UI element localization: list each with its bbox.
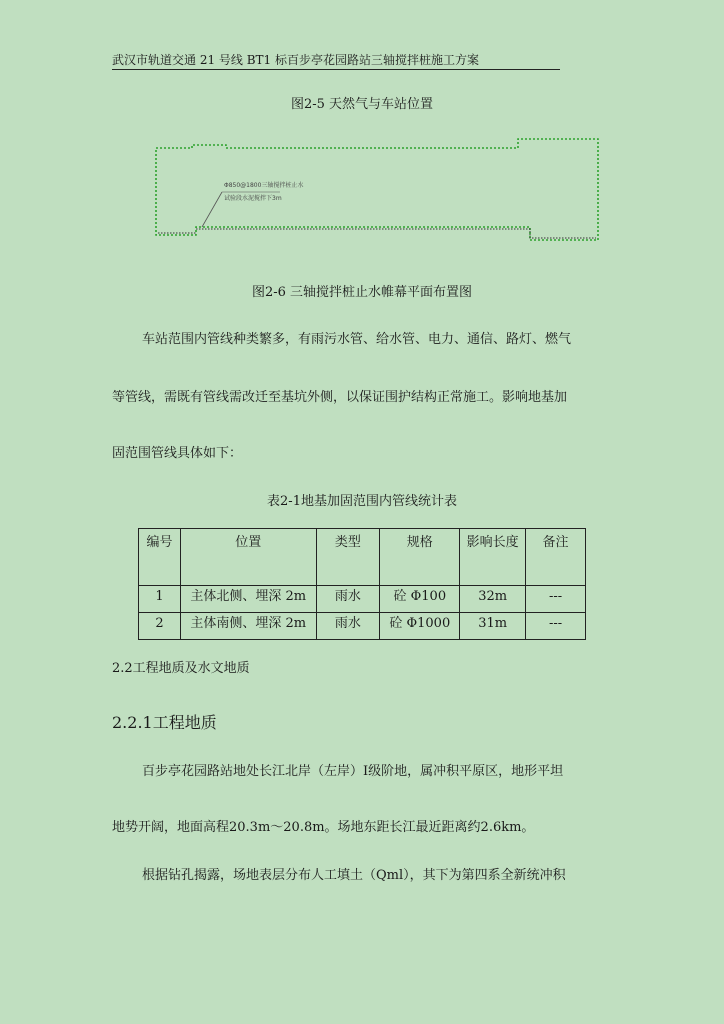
- figure-2-5-caption: 图2-5 天然气与车站位置: [290, 97, 434, 112]
- table-cell: 32m: [460, 586, 526, 613]
- paragraph-1-line-2: 等管线，需既有管线需改迁至基坑外侧，以保证围护结构正常施工。影响地基加: [112, 390, 568, 405]
- pile-line-bottom: [196, 229, 596, 238]
- table-cell: ---: [526, 613, 586, 640]
- table-cell: 1: [139, 586, 181, 613]
- header-cell-location: 位置: [180, 529, 316, 586]
- table-cell: 31m: [460, 613, 526, 640]
- header-cell-spec: 规格: [380, 529, 460, 586]
- header-cell-length: 影响长度: [460, 529, 526, 586]
- paragraph-2-line-2: 地势开阔，地面高程20.3m～20.8m。场地东距长江最近距离约2.6km。: [112, 820, 535, 835]
- table-cell: 砼 Φ100: [380, 586, 460, 613]
- paragraph-3-line-1: 根据钻孔揭露，场地表层分布人工填土（Qml），其下为第四系全新统冲积: [142, 868, 566, 883]
- table-cell: 2: [139, 613, 181, 640]
- header-cell-remark: 备注: [526, 529, 586, 586]
- cutoff-wall-outline: [156, 139, 598, 240]
- paragraph-1-line-1: 车站范围内管线种类繁多，有雨污水管、给水管、电力、通信、路灯、燃气: [142, 332, 572, 347]
- pipeline-table: [138, 528, 586, 640]
- figure-2-6-caption: 图2-6 三轴搅拌桩止水帷幕平面布置图: [251, 285, 473, 300]
- table-cell: 主体北侧、埋深 2m: [180, 586, 316, 613]
- figure-2-6-plan-drawing: [150, 130, 606, 250]
- table-cell: 雨水: [316, 613, 380, 640]
- table-cell: 雨水: [316, 586, 380, 613]
- figure-annotation-line2: 试验段水泥搅拌下3m: [224, 195, 282, 202]
- paragraph-2-line-1: 百步亭花园路站地处长江北岸（左岸）Ⅰ级阶地，属冲积平原区，地形平坦: [142, 764, 564, 779]
- figure-annotation-line1: Φ850@1800三轴搅拌桩止水: [224, 182, 304, 189]
- header-cell-id: 编号: [139, 529, 181, 586]
- table-cell: 砼 Φ1000: [380, 613, 460, 640]
- annotation-leader: [202, 192, 222, 227]
- page-header: 武汉市轨道交通 21 号线 BT1 标百步亭花园路站三轴搅拌桩施工方案: [112, 52, 560, 70]
- table-cell: ---: [526, 586, 586, 613]
- paragraph-1-line-3: 固范围管线具体如下：: [112, 446, 243, 461]
- table-caption: 表2-1地基加固范围内管线统计表: [267, 494, 457, 509]
- section-heading-2-2-1: 2.2.1工程地质: [112, 713, 217, 732]
- table-row: [139, 586, 586, 613]
- section-heading-2-2: 2.2工程地质及水文地质: [112, 661, 250, 676]
- table-cell: 主体南侧、埋深 2m: [180, 613, 316, 640]
- table-header-row: [139, 529, 586, 586]
- table-row: [139, 613, 586, 640]
- header-cell-type: 类型: [316, 529, 380, 586]
